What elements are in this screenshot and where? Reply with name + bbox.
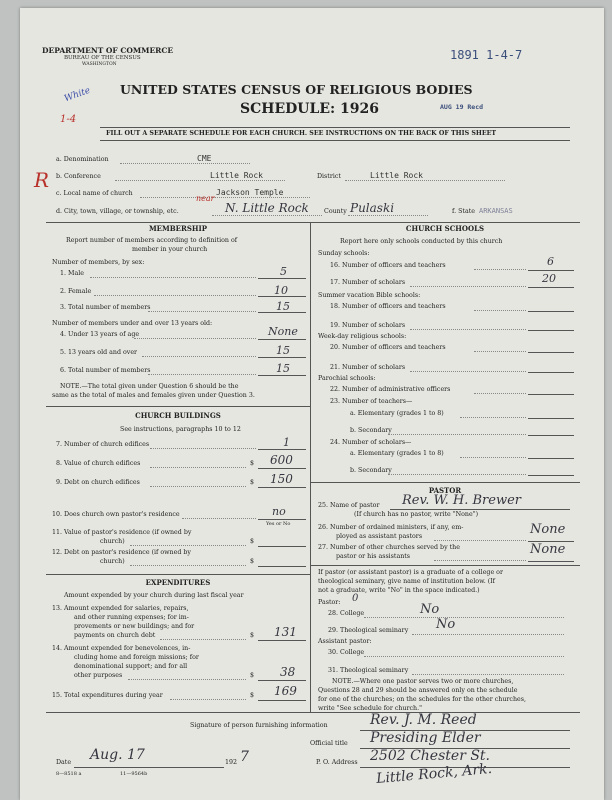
signature-label: Signature of person furnishing information xyxy=(190,722,328,729)
q15-dollar: $ xyxy=(250,692,255,699)
membership-note-2: same as the total of males and females given under Question 3. xyxy=(52,392,255,399)
district-value: Little Rock xyxy=(370,171,423,180)
q1-value: 5 xyxy=(280,265,287,278)
year-value: 7 xyxy=(240,749,249,765)
q10-value: no xyxy=(272,505,286,518)
local-name-label: c. Local name of church xyxy=(56,190,133,197)
q14-label-2: cluding home and foreign missions; for xyxy=(74,654,199,661)
department-heading: DEPARTMENT OF COMMERCE xyxy=(42,46,174,55)
q13-label-4: payments on church debt xyxy=(74,632,156,639)
year-label: 192 xyxy=(225,759,238,766)
sunday-heading: Sunday schools: xyxy=(318,250,370,257)
schools-intro: Report here only schools conducted by this church xyxy=(340,238,503,245)
q5-label: 5. 13 years old and over xyxy=(60,349,138,356)
q14-dollar: $ xyxy=(250,672,255,679)
pastor-note-2: Questions 28 and 29 should be answered only on the schedule xyxy=(318,687,518,694)
q31-label: 31. Theological seminary xyxy=(328,667,409,674)
q9-dollar: $ xyxy=(250,479,255,486)
form-code: 8—8518 a xyxy=(56,771,82,777)
q13-dollar: $ xyxy=(250,632,255,639)
bureau-heading: BUREAU OF THE CENSUS xyxy=(64,55,141,61)
q14-value: 38 xyxy=(280,665,296,679)
q27-label-2: pastor or his assistants xyxy=(336,553,411,560)
official-title-value: Presiding Elder xyxy=(370,730,481,746)
q9-value: 150 xyxy=(270,472,293,486)
q29-value: No xyxy=(436,617,456,632)
pastor-note-4: write "See schedule for church." xyxy=(318,705,422,712)
q23b-label: b. Secondary xyxy=(350,427,392,434)
q14-label-3: denominational support; and for all xyxy=(74,663,188,670)
q2-value: 10 xyxy=(274,284,288,297)
received-date-stamp: AUG 19 Recd xyxy=(440,103,484,111)
pencil-code-note: 1-4 xyxy=(60,114,77,125)
q28-label: 28. College xyxy=(328,610,365,617)
pastor-note: NOTE.—Where one pastor serves two or more churches, xyxy=(332,678,514,685)
q7-value: 1 xyxy=(283,436,290,449)
q6-value: 15 xyxy=(276,362,290,375)
pastor-heading: PASTOR xyxy=(428,486,462,495)
q4-value: None xyxy=(268,325,298,338)
form-title: UNITED STATES CENSUS OF RELIGIOUS BODIES xyxy=(120,82,473,97)
by-sex-label: Number of members, by sex: xyxy=(52,259,145,266)
q18-label: 18. Number of officers and teachers xyxy=(330,303,446,310)
q22-label: 22. Number of administrative officers xyxy=(330,386,451,393)
q12-dollar: $ xyxy=(250,558,255,565)
schools-heading: CHURCH SCHOOLS xyxy=(405,224,485,233)
membership-note: NOTE.—The total given under Question 6 should be the xyxy=(60,383,239,390)
near-note: near xyxy=(196,194,215,203)
city-label: d. City, town, village, or township, etc. xyxy=(56,208,179,215)
state-label: f. State xyxy=(452,208,475,215)
q30-label: 30. College xyxy=(328,649,365,656)
q3-label: 3. Total number of members xyxy=(60,304,151,311)
denomination-label: a. Denomination xyxy=(56,156,109,163)
membership-intro: Report number of members according to definition of xyxy=(66,237,238,244)
q24b-label: b. Secondary xyxy=(350,467,392,474)
q26-label: 26. Number of ordained ministers, if any, em- xyxy=(318,524,464,531)
q28-value: No xyxy=(420,602,440,617)
state-value: ARKANSAS xyxy=(479,207,513,215)
assistant-label: Assistant pastor: xyxy=(318,638,372,645)
weekday-heading: Week-day religious schools: xyxy=(318,333,407,340)
city-value: N. Little Rock xyxy=(225,201,309,215)
county-label: County xyxy=(324,208,347,215)
q8-dollar: $ xyxy=(250,460,255,467)
signature-value: Rev. J. M. Reed xyxy=(370,712,477,728)
membership-intro-2: member in your church xyxy=(132,246,208,253)
pastor-value: 0 xyxy=(352,593,359,604)
pastor-label: Pastor: xyxy=(318,599,341,606)
date-value: Aug. 17 xyxy=(90,747,145,763)
q20-label: 20. Number of officers and teachers xyxy=(330,344,446,351)
q16-label: 16. Number of officers and teachers xyxy=(330,262,446,269)
q25-value: Rev. W. H. Brewer xyxy=(402,493,521,508)
parochial-heading: Parochial schools: xyxy=(318,375,376,382)
q9-label: 9. Debt on church edifices xyxy=(56,479,140,486)
county-value: Pulaski xyxy=(350,201,395,215)
q27-value: None xyxy=(530,542,566,557)
expenditures-intro: Amount expended by your church during last fiscal year xyxy=(64,592,244,599)
local-name-value: Jackson Temple xyxy=(216,188,284,197)
pastor-note-3: for one of the churches; on the schedules for the other churches, xyxy=(318,696,526,703)
q23a-label: a. Elementary (grades 1 to 8) xyxy=(350,410,444,417)
q15-value: 169 xyxy=(274,684,297,698)
q12-label-2: church) xyxy=(100,558,125,565)
q27-label: 27. Number of other churches served by the xyxy=(318,544,460,551)
q23-label: 23. Number of teachers— xyxy=(330,398,413,405)
graduate-instruction-3: not a graduate, write "No" in the space indicated.) xyxy=(318,587,480,594)
district-label: District xyxy=(317,173,341,180)
po-address-value: 2502 Chester St. xyxy=(370,748,490,764)
q8-label: 8. Value of church edifices xyxy=(56,460,141,467)
vacation-heading: Summer vacation Bible schools: xyxy=(318,292,421,299)
q8-value: 600 xyxy=(270,453,293,467)
margin-r-mark: R xyxy=(34,168,50,192)
q15-label: 15. Total expenditures during year xyxy=(52,692,163,699)
q21-label: 21. Number of scholars xyxy=(330,364,406,371)
date-label: Date xyxy=(56,759,72,766)
q4-label: 4. Under 13 years of age xyxy=(60,331,140,338)
q10-note: Yes or No xyxy=(266,521,291,527)
age-heading: Number of members under and over 13 years old: xyxy=(52,320,213,327)
po-address-value-2: Little Rock, Ark. xyxy=(375,760,493,788)
official-title-label: Official title xyxy=(310,740,348,747)
q5-value: 15 xyxy=(276,344,290,357)
q10-label: 10. Does church own pastor's residence xyxy=(52,511,180,518)
q17-value: 20 xyxy=(542,272,556,285)
received-number-stamp: 1891 1-4-7 xyxy=(450,48,523,62)
denomination-value: CME xyxy=(197,154,212,163)
q25-note: (If church has no pastor, write "None") xyxy=(354,511,479,518)
buildings-intro: See instructions, paragraphs 10 to 12 xyxy=(120,426,241,433)
q26-label-2: ployed as assistant pastors xyxy=(336,533,423,540)
q24a-label: a. Elementary (grades 1 to 8) xyxy=(350,450,444,457)
q14-label-4: other purposes xyxy=(74,672,123,679)
q25-label: 25. Name of pastor xyxy=(318,502,380,509)
po-address-label: P. O. Address xyxy=(316,759,358,766)
instruction-line: FILL OUT A SEPARATE SCHEDULE FOR EACH CHURCH. SEE INSTRUCTIONS ON THE BACK OF THIS SHEET xyxy=(106,130,497,137)
q6-label: 6. Total number of members xyxy=(60,367,151,374)
q13-value: 131 xyxy=(274,625,297,639)
q13-label-3: provements or new buildings; and for xyxy=(74,623,195,630)
pencil-white-note: White xyxy=(63,85,92,105)
q13-label: 13. Amount expended for salaries, repairs, xyxy=(52,605,189,612)
q2-label: 2. Female xyxy=(60,288,92,295)
q14-label: 14. Amount expended for benevolences, in- xyxy=(52,645,191,652)
q12-label: 12. Debt on pastor's residence (if owned by xyxy=(52,549,191,556)
census-form-sheet xyxy=(20,8,604,800)
schedule-title: SCHEDULE: 1926 xyxy=(240,101,380,117)
q16-value: 6 xyxy=(547,255,554,268)
q11-label: 11. Value of pastor's residence (if owned by xyxy=(52,529,192,536)
expenditures-heading: EXPENDITURES xyxy=(145,578,211,587)
q13-label-2: and other running expenses; for im- xyxy=(74,614,189,621)
q29-label: 29. Theological seminary xyxy=(328,627,409,634)
q26-value: None xyxy=(530,522,566,537)
q1-label: 1. Male xyxy=(60,270,84,277)
q11-label-2: church) xyxy=(100,538,125,545)
q7-label: 7. Number of church edifices xyxy=(56,441,150,448)
conference-label: b. Conference xyxy=(56,173,101,180)
conference-value: Little Rock xyxy=(210,171,263,180)
graduate-instruction: If pastor (or assistant pastor) is a graduate of a college or xyxy=(318,569,503,576)
city-heading: WASHINGTON xyxy=(82,62,117,67)
q3-value: 15 xyxy=(276,300,290,313)
q11-dollar: $ xyxy=(250,538,255,545)
membership-heading: MEMBERSHIP xyxy=(148,224,208,233)
q17-label: 17. Number of scholars xyxy=(330,279,406,286)
buildings-heading: CHURCH BUILDINGS xyxy=(135,411,221,420)
q19-label: 19. Number of scholars xyxy=(330,322,406,329)
q24-label: 24. Number of scholars— xyxy=(330,439,412,446)
form-code-2: 11—9564b xyxy=(120,771,148,777)
graduate-instruction-2: theological seminary, give name of institution below. (If xyxy=(318,578,496,585)
